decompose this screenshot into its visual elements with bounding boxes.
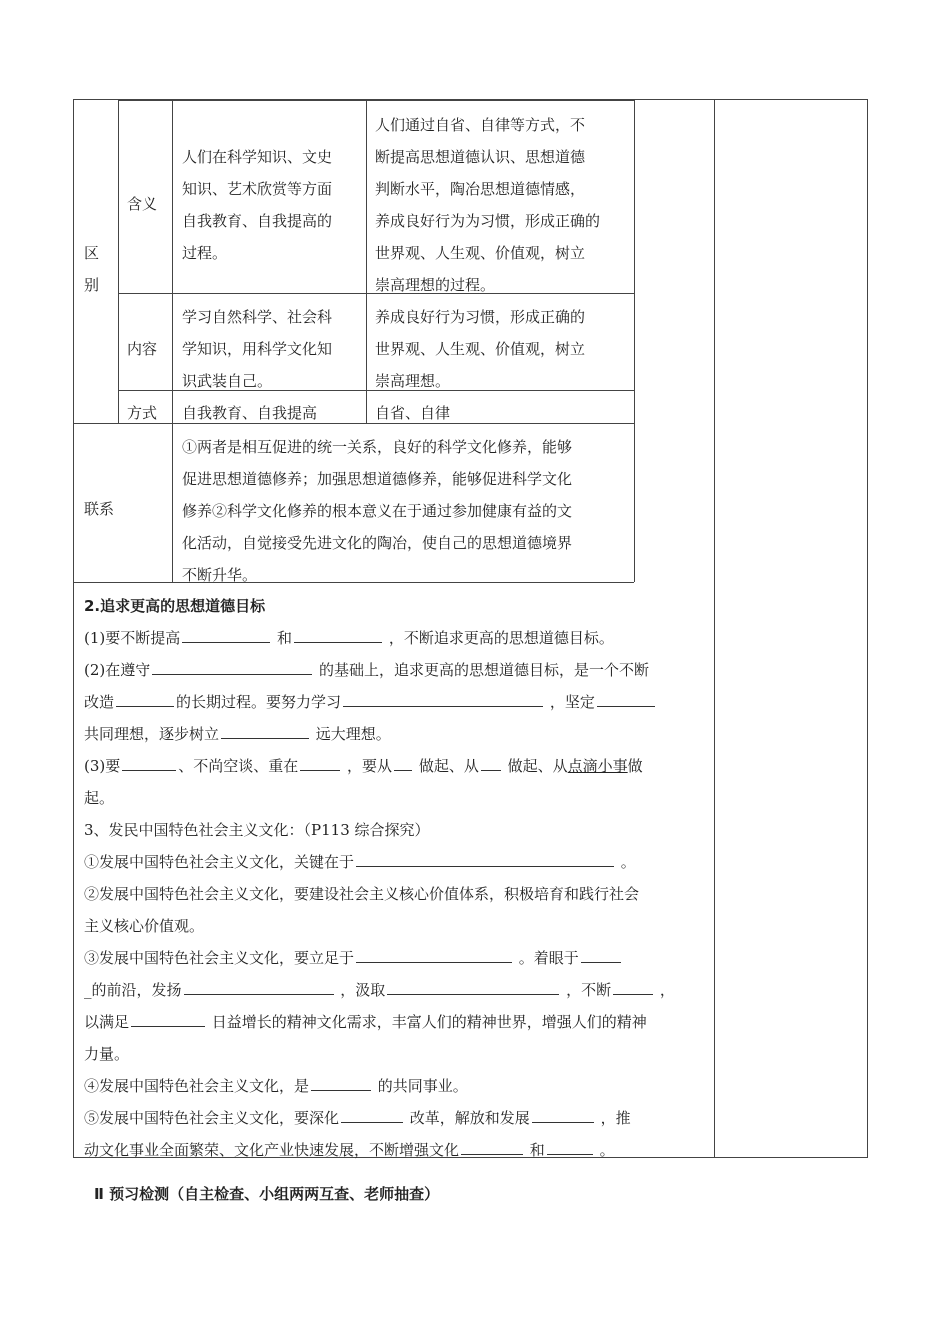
text: ，推 <box>600 1109 631 1127</box>
cell-line: 人们在科学知识、文史 <box>182 148 333 166</box>
cell-line: 识武装自己。 <box>182 372 273 390</box>
cell-line: 化活动，自觉接受先进文化的陶冶，使自己的思想道德境界 <box>182 534 573 552</box>
section3-item-2-line-1: ②发展中国特色社会主义文化，要建设社会主义核心价值体系，积极培育和践行社会 <box>84 885 640 903</box>
cell-line: 养成良好行为为习惯，形成正确的 <box>375 212 601 230</box>
cell-line: 学习自然科学、社会科 <box>182 308 333 326</box>
fill-blank[interactable] <box>221 720 309 739</box>
row-group-label <box>84 237 104 301</box>
fill-blank[interactable] <box>387 976 559 995</box>
table-line <box>118 99 119 423</box>
text: ，不断追求更高的思想道德目标。 <box>388 629 614 647</box>
fill-blank[interactable] <box>394 752 412 771</box>
cell-line: 世界观、人生观、价值观，树立 <box>375 244 586 262</box>
text: 共同理想，逐步树立 <box>84 725 220 743</box>
text: 的长期过程。要努力学习 <box>176 693 342 711</box>
cell-line: 知识、艺术欣赏等方面 <box>182 180 333 198</box>
fill-blank[interactable] <box>184 976 334 995</box>
text: ⑤发展中国特色社会主义文化，要深化 <box>84 1109 340 1127</box>
fill-blank[interactable] <box>122 752 176 771</box>
cell-line: 不断升华。 <box>182 566 258 584</box>
cell-line: 过程。 <box>182 244 228 262</box>
section3-item-1 <box>84 846 636 878</box>
fill-blank[interactable] <box>581 944 621 963</box>
fill-blank[interactable] <box>152 656 312 675</box>
section2-line-6: 起。 <box>84 789 115 807</box>
text: 改造 <box>84 693 115 711</box>
table-line <box>366 99 367 423</box>
section3-item-2-line-2: 主义核心价值观。 <box>84 917 205 935</box>
section3-item-5-line-1 <box>84 1102 631 1134</box>
table-line <box>73 423 634 424</box>
cell-line: 世界观、人生观、价值观，树立 <box>375 340 586 358</box>
cell-line: 自我教育、自我提高的 <box>182 212 333 230</box>
text: 做 <box>627 757 643 775</box>
fill-blank[interactable] <box>547 1136 593 1155</box>
right-column-divider <box>714 99 715 1158</box>
text: ，坚定 <box>549 693 595 711</box>
text: 。着眼于 <box>518 949 579 967</box>
cell-line: 崇高理想。 <box>375 372 451 390</box>
section3-item-3-line-3 <box>84 1006 647 1038</box>
section2-line-4 <box>84 718 391 750</box>
cell-line: 促进思想道德修养；加强思想道德修养，能够促进科学文化 <box>182 470 573 488</box>
cell-line: 学知识，用科学文化知 <box>182 340 333 358</box>
cell-line: 判断水平，陶冶思想道德情感， <box>375 180 586 198</box>
text: (3)要 <box>84 757 121 775</box>
text: ④发展中国特色社会主义文化，是 <box>84 1077 310 1095</box>
row-label-link: 联系 <box>84 500 115 518</box>
text: 和 <box>277 629 293 647</box>
cell-line: 修养②科学文化修养的根本意义在于通过参加健康有益的文 <box>182 502 573 520</box>
text: ，不断 <box>566 981 612 999</box>
section3-item-5-line-2 <box>84 1134 615 1166</box>
cell-line: 人们通过自省、自律等方式，不 <box>375 116 586 134</box>
text: 。 <box>620 853 636 871</box>
text: 改革，解放和发展 <box>409 1109 530 1127</box>
text: 日益增长的精神文化需求，丰富人们的精神世界，增强人们的精神 <box>211 1013 647 1031</box>
section2-line-3 <box>84 686 657 718</box>
text: 的共同事业。 <box>377 1077 468 1095</box>
section2-title: 2.追求更高的思想道德目标 <box>84 597 266 615</box>
link-cell <box>182 431 572 591</box>
fill-blank[interactable] <box>182 624 270 643</box>
section3-item-3-line-1 <box>84 942 623 974</box>
text: 远大理想。 <box>315 725 391 743</box>
text: 做起、从 <box>507 757 568 775</box>
section2-line-1 <box>84 622 614 654</box>
row-label-content: 内容 <box>127 340 158 358</box>
fill-blank[interactable] <box>294 624 382 643</box>
text: 的基础上，追求更高的思想道德目标，是一个不断 <box>319 661 650 679</box>
table-line <box>172 99 173 582</box>
table-line <box>118 99 634 101</box>
fill-blank[interactable] <box>356 848 614 867</box>
text: ，汲取 <box>340 981 386 999</box>
method-left-cell: 自我教育、自我提高 <box>182 404 318 422</box>
fill-blank[interactable] <box>461 1136 523 1155</box>
text: (1)要不断提高 <box>84 629 181 647</box>
text: 、不尚空谈、重在 <box>178 757 299 775</box>
fill-blank[interactable] <box>481 752 501 771</box>
content-left-cell <box>182 301 332 397</box>
fill-blank[interactable] <box>613 976 653 995</box>
text: 和 <box>529 1141 545 1159</box>
cell-line: ①两者是相互促进的统一关系，良好的科学文化修养，能够 <box>182 438 573 456</box>
fill-blank[interactable] <box>341 1104 403 1123</box>
section2-line-5 <box>84 750 643 782</box>
fill-blank[interactable] <box>311 1072 371 1091</box>
text: 点滴小事 <box>567 757 628 775</box>
row-label-meaning: 含义 <box>127 195 158 213</box>
fill-blank[interactable] <box>356 944 512 963</box>
section3-item-3-line-4: 力量。 <box>84 1045 130 1063</box>
section3-title: 3、发民中国特色社会主义文化：（P113 综合探究） <box>84 821 430 839</box>
text: ，要从 <box>347 757 393 775</box>
fill-blank[interactable] <box>116 688 174 707</box>
method-right-cell: 自省、自律 <box>375 404 451 422</box>
fill-blank[interactable] <box>597 688 655 707</box>
fill-blank[interactable] <box>343 688 543 707</box>
section3-item-4 <box>84 1070 468 1102</box>
row-label-method: 方式 <box>127 404 158 422</box>
cell-line: 崇高理想的过程。 <box>375 276 496 294</box>
preview-check-heading: Ⅱ 预习检测（自主检查、小组两两互查、老师抽查） <box>94 1185 440 1203</box>
fill-blank[interactable] <box>532 1104 594 1123</box>
text: (2)在遵守 <box>84 661 151 679</box>
fill-blank[interactable] <box>300 752 340 771</box>
meaning-right-cell <box>375 109 600 301</box>
text: ③发展中国特色社会主义文化，要立足于 <box>84 949 355 967</box>
text: _的前沿，发扬 <box>84 981 182 999</box>
text: ， <box>659 981 675 999</box>
content-right-cell <box>375 301 585 397</box>
fill-blank[interactable] <box>131 1008 205 1027</box>
cell-line: 养成良好行为习惯，形成正确的 <box>375 308 586 326</box>
text: ①发展中国特色社会主义文化，关键在于 <box>84 853 355 871</box>
section3-item-3-line-2 <box>84 974 675 1006</box>
table-line <box>634 99 635 582</box>
meaning-left-cell <box>182 141 332 269</box>
text: 。 <box>599 1141 615 1159</box>
text: 动文化事业全面繁荣、文化产业快速发展，不断增强文化 <box>84 1141 460 1159</box>
text: 以满足 <box>84 1013 130 1031</box>
row-group-label-char: 别 <box>84 276 100 294</box>
cell-line: 断提高思想道德认识、思想道德 <box>375 148 586 166</box>
section2-line-2 <box>84 654 649 686</box>
text: 做起、从 <box>418 757 479 775</box>
row-group-label-char: 区 <box>84 244 100 262</box>
